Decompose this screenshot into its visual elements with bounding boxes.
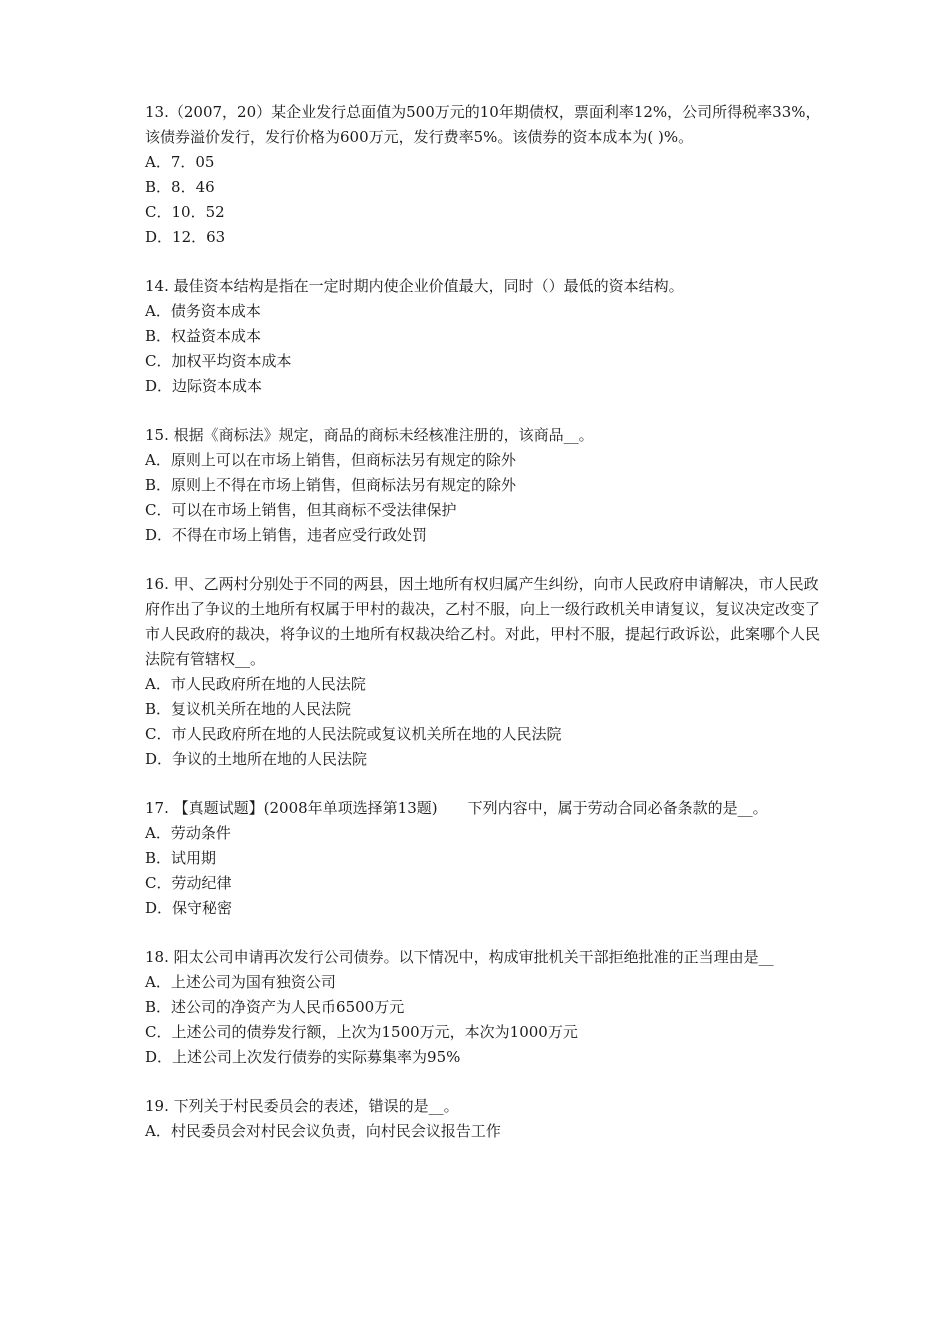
option-d: D．不得在市场上销售，违者应受行政处罚 — [145, 526, 428, 544]
option-a: A．劳动条件 — [145, 824, 231, 842]
question-19 — [145, 1094, 825, 1144]
option-b: B．原则上不得在市场上销售，但商标法另有规定的除外 — [145, 476, 517, 494]
option-d: D．12．63 — [145, 228, 226, 246]
question-13 — [145, 100, 825, 250]
option-a: A．上述公司为国有独资公司 — [145, 973, 336, 991]
option-a: A．市人民政府所在地的人民法院 — [145, 675, 366, 693]
option-a: A．7．05 — [145, 153, 215, 171]
question-stem: 16. 甲、乙两村分别处于不同的两县，因土地所有权归属产生纠纷，向市人民政府申请解决，市人民政府作出了争议的土地所有权属于甲村的裁决，乙村不服，向上一级行政机关申请复议，复议决定改变了市人民政府的裁决，将争议的土地所有权裁决给乙村。对此，甲村不服，提起行政诉讼，此案哪个人民法院有管辖权__。 — [145, 575, 821, 668]
question-17 — [145, 796, 825, 921]
option-d: D．边际资本成本 — [145, 377, 263, 395]
question-stem: 18. 阳太公司申请再次发行公司债券。以下情况中，构成审批机关干部拒绝批准的正当理由是__ — [145, 948, 774, 966]
option-b: B．8．46 — [145, 178, 215, 196]
option-a: A．债务资本成本 — [145, 302, 261, 320]
option-b: B．述公司的净资产为人民币6500万元 — [145, 998, 405, 1016]
option-d: D．上述公司上次发行债券的实际募集率为95% — [145, 1048, 461, 1066]
option-c: C．10．52 — [145, 203, 225, 221]
question-18 — [145, 945, 825, 1070]
option-c: C．劳动纪律 — [145, 874, 232, 892]
option-b: B．复议机关所在地的人民法院 — [145, 700, 352, 718]
question-16 — [145, 572, 825, 772]
option-a: A．村民委员会对村民会议负责，向村民会议报告工作 — [145, 1122, 501, 1140]
question-stem: 14. 最佳资本结构是指在一定时期内使企业价值最大，同时（）最低的资本结构。 — [145, 277, 684, 295]
option-c: C．加权平均资本成本 — [145, 352, 292, 370]
question-15 — [145, 423, 825, 548]
option-c: C．上述公司的债券发行额，上次为1500万元，本次为1000万元 — [145, 1023, 578, 1041]
document-page — [145, 100, 825, 1168]
option-d: D．保守秘密 — [145, 899, 233, 917]
question-stem: 17. 【真题试题】(2008年单项选择第13题) 下列内容中，属于劳动合同必备条款的是__。 — [145, 799, 768, 817]
option-d: D．争议的土地所在地的人民法院 — [145, 750, 368, 768]
option-c: C．市人民政府所在地的人民法院或复议机关所在地的人民法院 — [145, 725, 562, 743]
question-14 — [145, 274, 825, 399]
question-stem: 15. 根据《商标法》规定，商品的商标未经核准注册的，该商品__。 — [145, 426, 594, 444]
option-b: B．试用期 — [145, 849, 217, 867]
option-a: A．原则上可以在市场上销售，但商标法另有规定的除外 — [145, 451, 516, 469]
question-stem: 19. 下列关于村民委员会的表述，错误的是__。 — [145, 1097, 459, 1115]
question-stem: 13.（2007，20）某企业发行总面值为500万元的10年期债权，票面利率12%，公司所得税率33%，该债券溢价发行，发行价格为600万元，发行费率5%。该债券的资本成本为( )%。 — [145, 103, 821, 146]
option-b: B．权益资本成本 — [145, 327, 262, 345]
option-c: C．可以在市场上销售，但其商标不受法律保护 — [145, 501, 457, 519]
